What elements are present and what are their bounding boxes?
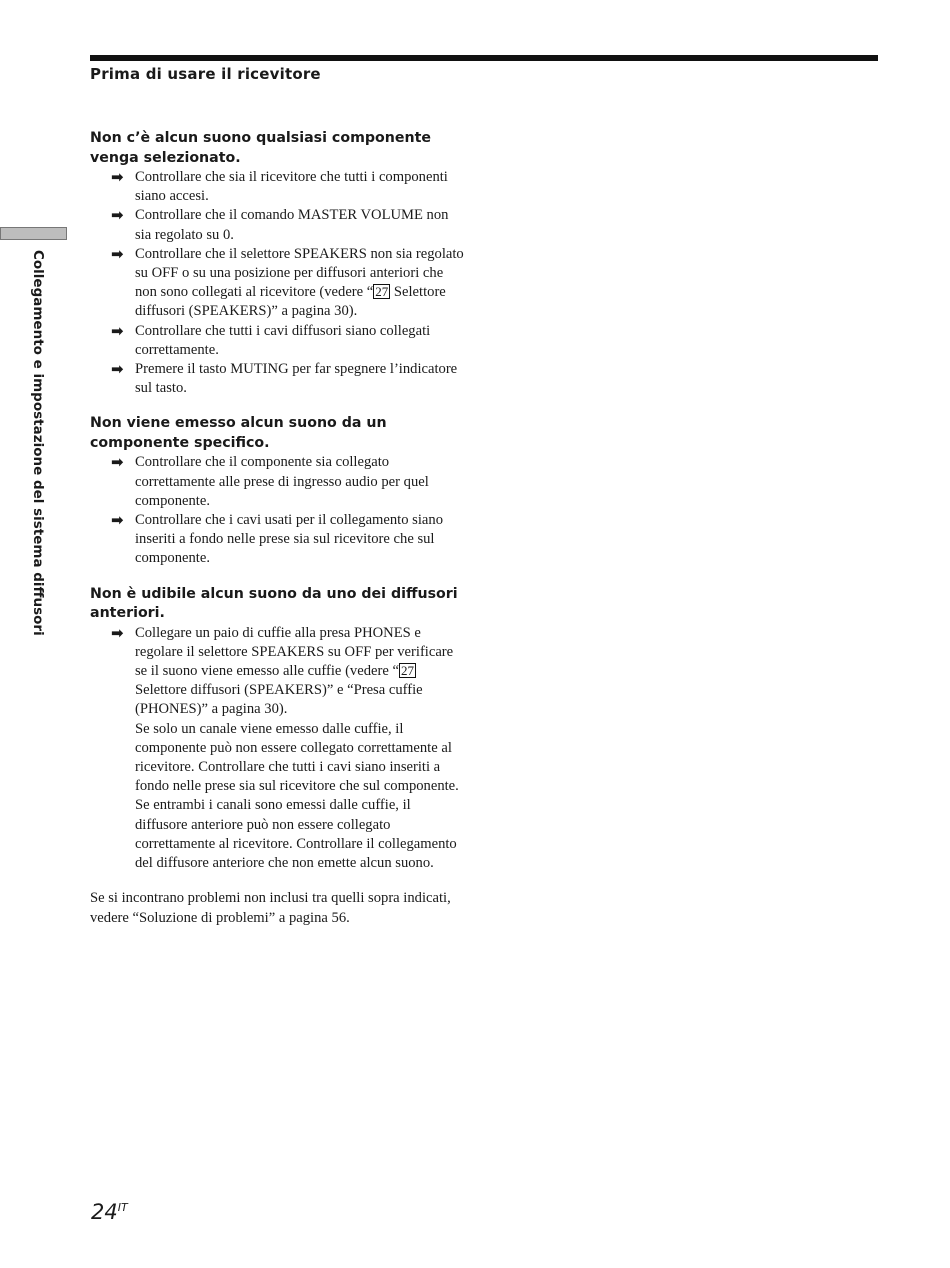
section-no-sound-specific bbox=[90, 414, 465, 568]
list-item: ➡ Controllare che tutti i cavi diffusori siano collegati correttamente. bbox=[111, 321, 431, 358]
arrow-icon: ➡ bbox=[111, 623, 124, 642]
footer-note: Se si incontrano problemi non inclusi tra quelli sopra indicati, vedere “Soluzione di problemi” a pagina 56. bbox=[90, 890, 451, 926]
section-no-sound-front-speaker bbox=[90, 585, 465, 874]
list-item: ➡ Controllare che il comando MASTER VOLUME non sia regolato su 0. bbox=[111, 206, 449, 243]
section-heading: Non c’è alcun suono qualsiasi componente venga selezionato. bbox=[90, 130, 431, 166]
list-item-paragraph: Se solo un canale viene emesso dalle cuffie, il componente può non essere collegato correttamente al ricevitore. Controllare che tutti i cavi siano inseriti a fondo nelle prese sia sul ricevitore che sul componente. bbox=[135, 720, 459, 795]
list-item-paragraph: Se entrambi i canali sono emessi dalle cuffie, il diffusore anteriore può non essere collegato correttamente al ricevitore. Controllare il collegamento del diffusore anteriore che non emette alcun suono. bbox=[135, 797, 457, 872]
page-number: $24^{IT}$ bbox=[91, 1200, 128, 1224]
section-header: Prima di usare il ricevitore bbox=[90, 65, 321, 83]
list-item: ➡ Collegare un paio di cuffie alla presa PHONES e regolare il selettore SPEAKERS su OFF per verificare se il suono viene emesso alle cuffie (vedere “ 27 Selettore diffusori (SPEAKERS)” e “Presa cuffie (PHONES)” a pagina 30). Se solo un canale viene emesso dalle cuffie, il componente può non essere collegato correttamente al ricevitore. Controllare che tutti i cavi siano inseriti a fondo nelle prese sia sul ricevitore che sul componente. Se entrambi i canali sono emessi dalle cuffie, il diffusore anteriore può non essere collegato correttamente al ricevitore. Controllare il collegamento del diffusore anteriore che non emette alcun suono. bbox=[90, 624, 465, 874]
main-content bbox=[90, 129, 465, 928]
arrow-icon: ➡ bbox=[111, 453, 124, 472]
section-heading: Non viene emesso alcun suono da un componente specifico. bbox=[90, 415, 387, 451]
list-item: ➡ Premere il tasto MUTING per far spegnere l’indicatore sul tasto. bbox=[111, 360, 458, 397]
side-chapter-label: Collegamento e impostazione del sistema diffusori bbox=[30, 250, 46, 636]
arrow-icon: ➡ bbox=[111, 206, 124, 225]
page-number-suffix: IT bbox=[117, 1201, 128, 1214]
side-tab-marker bbox=[0, 227, 67, 240]
list-item: ➡ Controllare che il componente sia collegato correttamente alle prese di ingresso audio per quel componente. bbox=[111, 453, 429, 509]
arrow-icon: ➡ bbox=[111, 360, 124, 379]
section-no-sound-any bbox=[90, 129, 465, 398]
section-heading: Non è udibile alcun suono da uno dei diffusori anteriori. bbox=[90, 585, 458, 622]
list-item: ➡ Controllare che il selettore SPEAKERS non sia regolato su OFF o su una posizione per diffusori anteriori che non sono collegati al ricevitore (vedere “ 27 Selettore diffusori (SPEAKERS)” a pagina 30). bbox=[111, 244, 464, 320]
item-number-box: 27 bbox=[375, 284, 389, 300]
arrow-icon: ➡ bbox=[111, 321, 124, 340]
item-number-box: 27 bbox=[400, 663, 414, 679]
arrow-icon: ➡ bbox=[111, 511, 124, 530]
arrow-icon: ➡ bbox=[111, 168, 124, 186]
arrow-icon: ➡ bbox=[111, 244, 124, 263]
list-item: ➡ Controllare che sia il ricevitore che tutti i componenti siano accesi. bbox=[111, 168, 448, 205]
list-item: ➡ Controllare che i cavi usati per il collegamento siano inseriti a fondo nelle prese sia sul ricevitore che sul componente. bbox=[111, 511, 443, 567]
top-rule bbox=[90, 55, 878, 61]
